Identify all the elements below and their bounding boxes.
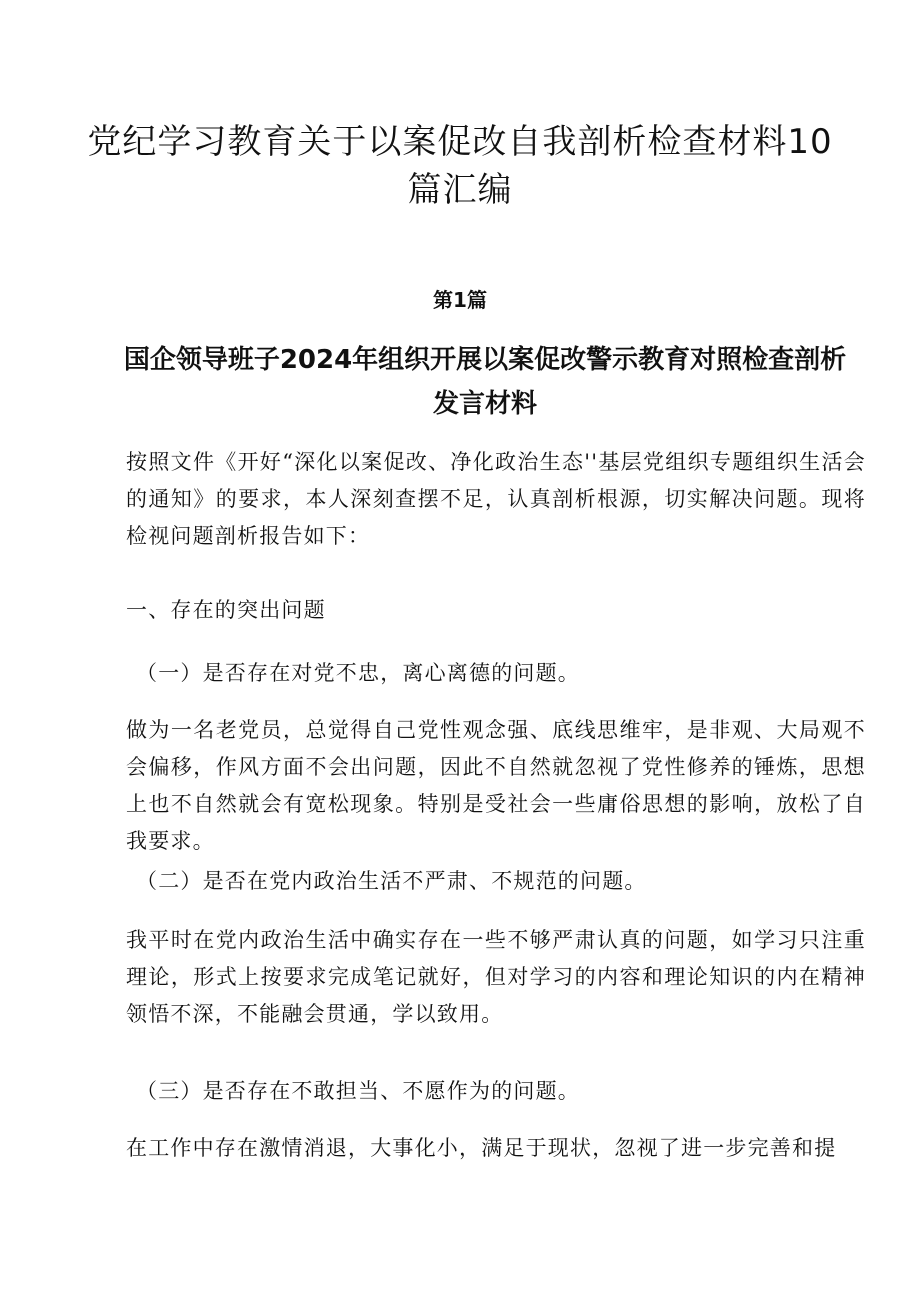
subheading-1: （一）是否存在对党不忠，离心离德的问题。: [136, 661, 580, 685]
subheading-3: （三）是否存在不敢担当、不愿作为的问题。: [136, 1079, 580, 1103]
document-title: 党纪学习教育关于以案促改自我剖析检查材料10篇汇编: [87, 122, 833, 210]
paragraph-3: 在工作中存在激情消退，大事化小，满足于现状，忽视了进一步完善和提: [126, 1136, 837, 1160]
subheading-2: （二）是否在党内政治生活不严肃、不规范的问题。: [136, 869, 647, 893]
heading-problems: 一、存在的突出问题: [126, 598, 326, 622]
paragraph-2: 我平时在党内政治生活中确实存在一些不够严肃认真的问题，如学习只注重理论，形式上按要求完成笔记就好，但对学习的内容和理论知识的内在精神领悟不深，不能融会贯通，学以致用。: [126, 928, 866, 1026]
section-label: 第1篇: [433, 288, 487, 312]
intro-paragraph: 按照文件《开好“深化以案促改、净化政治生态''基层党组织专题组织生活会的通知》的要求，本人深刻查摆不足，认真剖析根源，切实解决问题。现将检视问题剖析报告如下：: [126, 450, 866, 548]
paragraph-1: 做为一名老党员，总觉得自己党性观念强、底线思维牢，是非观、大局观不会偏移，作风方面不会出问题，因此不自然就忽视了党性修养的锤炼，思想上也不自然就会有宽松现象。特别是受社会一些庸俗思想的影响，放松了自我要求。: [126, 718, 866, 853]
article-subtitle: 国企领导班子2024年组织开展以案促改警示教育对照检查剖析发言材料: [123, 345, 847, 419]
